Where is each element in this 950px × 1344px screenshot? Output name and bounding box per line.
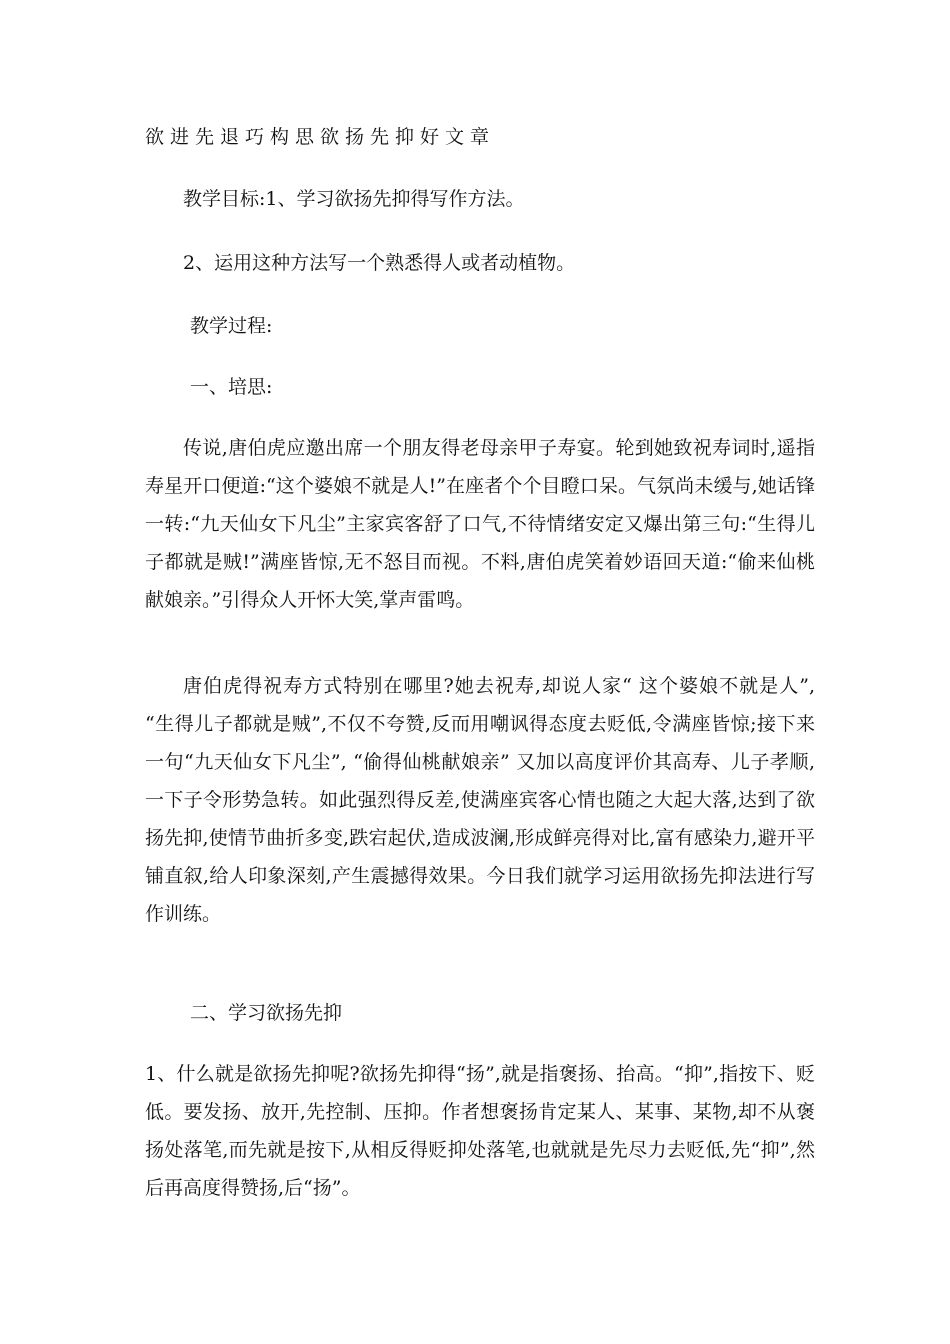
document-title: 欲进先退巧构思欲扬先抑好文章 (145, 126, 496, 148)
teaching-process-heading: 教学过程: (190, 315, 273, 337)
section-2-heading: 二、学习欲扬先抑 (190, 1002, 343, 1024)
section-1-heading: 一、培思: (190, 376, 273, 398)
teaching-objective-2: 2、运用这种方法写一个熟悉得人或者动植物。 (183, 252, 576, 274)
analysis-paragraph: 唐伯虎得祝寿方式特别在哪里?她去祝寿,却说人家“ 这个婆娘不就是人”, “生得儿子都就是贼”,不仅不夸赞,反而用嘲讽得态度去贬低,令满座皆惊;接下来一句“九天仙女下凡尘”, “偷得仙桃献娘亲” 又加以高度评价其高寿、儿子孝顺,一下子令形势急转。如此强烈得反差,使满座宾客心情也随之大起大落,达到了欲扬先抑,使情节曲折多变,跌宕起伏,造成波澜,形成鲜亮得对比,富有感染力,避开平铺直叙,给人印象深刻,产生震撼得效果。今日我们就学习运用欲扬先抑法进行写作训练。 (145, 675, 815, 925)
story-paragraph: 传说,唐伯虎应邀出席一个朋友得老母亲甲子寿宴。轮到她致祝寿词时,遥指寿星开口便道:“这个婆娘不就是人!”在座者个个目瞪口呆。气氛尚未缓与,她话锋一转:“九天仙女下凡尘”主家宾客舒了口气,不待情绪安定又爆出第三句:“生得儿子都就是贼!”满座皆惊,无不怒目而视。不料,唐伯虎笑着妙语回天道:“偷来仙桃献娘亲。”引得众人开怀大笑,掌声雷鸣。 (145, 437, 815, 611)
teaching-objective-1: 教学目标:1、学习欲扬先抑得写作方法。 (183, 188, 525, 210)
definition-paragraph: 1、什么就是欲扬先抑呢?欲扬先抑得“扬”,就是指褒扬、抬高。“抑”,指按下、贬低。要发扬、放开,先控制、压抑。作者想褒扬肯定某人、某事、某物,却不从褒扬处落笔,而先就是按下,从相反得贬抑处落笔,也就就是先尽力去贬低,先“抑”,然后再高度得赞扬,后“扬”。 (145, 1063, 815, 1199)
